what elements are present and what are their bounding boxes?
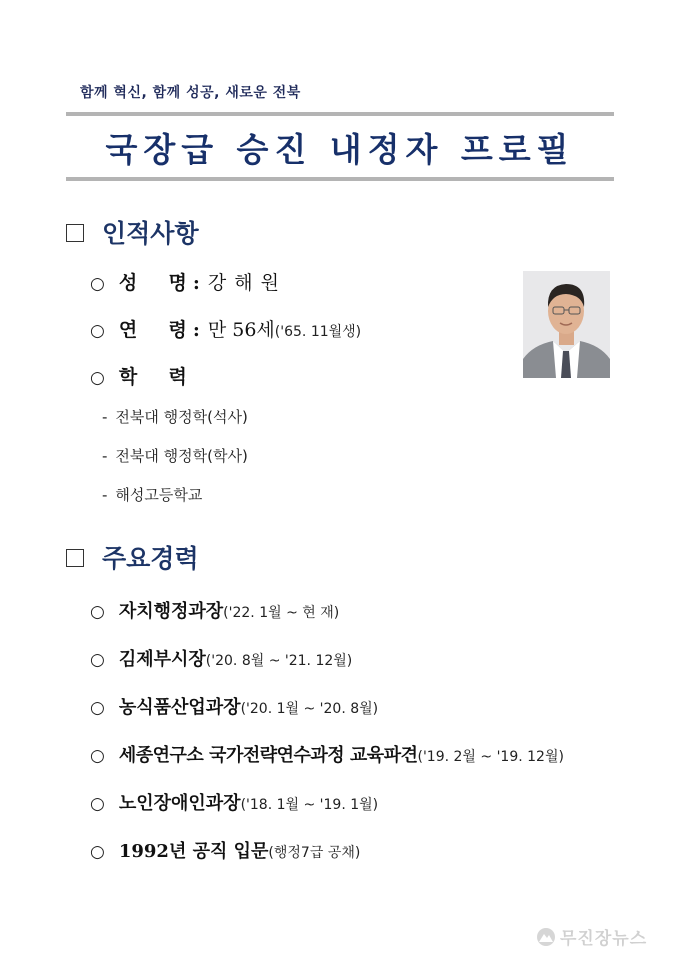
section-personal-heading — [66, 214, 199, 250]
circle-bullet-icon: ○ — [90, 794, 105, 814]
age-colon: : — [192, 319, 200, 341]
mountain-icon — [536, 927, 556, 947]
circle-bullet-icon: ○ — [90, 321, 105, 341]
career-title: 농식품산업과장 — [118, 697, 241, 718]
watermark — [536, 924, 647, 949]
section-career-label: 주요경력 — [102, 544, 199, 573]
portrait-photo — [523, 271, 610, 378]
checkbox-square-icon — [66, 549, 84, 567]
career-item — [90, 741, 564, 767]
circle-bullet-icon: ○ — [90, 746, 105, 766]
career-period: ('22. 1월 ~ 현 재) — [223, 605, 340, 621]
row-name — [90, 268, 287, 295]
career-title: 노인장애인과장 — [118, 793, 241, 814]
career-period: (행정7급 공채) — [268, 845, 361, 861]
career-item — [90, 645, 352, 671]
education-label: 학 력 — [118, 366, 187, 388]
circle-bullet-icon: ○ — [90, 650, 105, 670]
career-title: 김제부시장 — [118, 649, 206, 670]
career-period: ('19. 2월 ~ '19. 12월) — [417, 749, 564, 765]
career-item — [90, 789, 378, 815]
age-note: ('65. 11월생) — [274, 324, 362, 340]
page-title: 국장급 승진 내정자 프로필 — [105, 130, 575, 169]
slogan: 함께 혁신, 함께 성공, 새로운 전북 — [80, 85, 301, 101]
title-rule-top — [66, 112, 614, 116]
name-colon: : — [192, 272, 200, 294]
row-education — [90, 362, 187, 389]
education-item: - 전북대 행정학(학사) — [102, 447, 248, 465]
career-item — [90, 837, 360, 863]
career-title: 자치행정과장 — [118, 601, 224, 622]
dash-bullet: - — [102, 447, 108, 465]
circle-bullet-icon: ○ — [90, 368, 105, 388]
watermark-text: 무진장뉴스 — [560, 929, 648, 949]
career-title: 1992년 공직 입문 — [118, 841, 269, 862]
checkbox-square-icon — [66, 224, 84, 242]
circle-bullet-icon: ○ — [90, 274, 105, 294]
career-item — [90, 597, 339, 623]
career-period: ('20. 1월 ~ '20. 8월) — [240, 701, 379, 717]
career-period: ('18. 1월 ~ '19. 1월) — [240, 797, 379, 813]
dash-bullet: - — [102, 486, 108, 504]
career-period: ('20. 8월 ~ '21. 12월) — [205, 653, 353, 669]
career-title: 세종연구소 국가전략연수과정 교육파견 — [118, 745, 418, 766]
age-value: 만 56세 — [207, 319, 275, 341]
circle-bullet-icon: ○ — [90, 602, 105, 622]
career-item — [90, 693, 378, 719]
circle-bullet-icon: ○ — [90, 842, 105, 862]
title-rule-bottom — [66, 177, 614, 181]
name-label: 성 명 — [118, 272, 187, 294]
row-age — [90, 315, 361, 342]
section-career-heading — [66, 539, 199, 575]
education-item: - 전북대 행정학(석사) — [102, 408, 248, 426]
circle-bullet-icon: ○ — [90, 698, 105, 718]
education-item: - 해성고등학교 — [102, 486, 203, 504]
dash-bullet: - — [102, 408, 108, 426]
section-personal-label: 인적사항 — [102, 219, 199, 248]
age-label: 연 령 — [118, 319, 187, 341]
name-value: 강해원 — [207, 272, 287, 294]
